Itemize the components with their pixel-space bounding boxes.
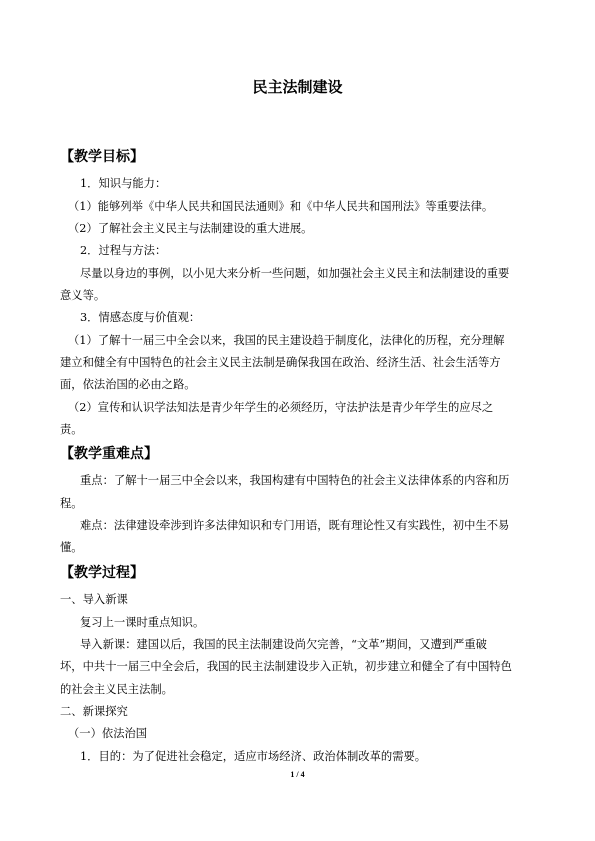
section-heading-key-points: 【教学重难点】 [60,446,158,462]
paragraph-line: 懂。 [60,541,83,554]
paragraph-line: 1．知识与能力： [80,177,167,190]
paragraph-line: 重点：了解十一届三中全会以来，我国构建有中国特色的社会主义法律体系的内容和历 [80,474,510,487]
paragraph-line: 1．目的：为了促进社会稳定，适应市场经济、政治体制改革的需要。 [80,750,427,763]
paragraph-line: （2）宣传和认识学法知法是青少年学生的必须经历，守法护法是青少年学生的应尽之 [68,401,494,414]
page-number: 1 / 4 [290,770,305,779]
paragraph-line: 复习上一课时重点知识。 [80,616,205,629]
paragraph-line: 坏，中共十一届三中全会后，我国的民主法制建设步入正轨，初步建立和健全了有中国特色 [60,660,512,673]
paragraph-line: 面，依法治国的必由之路。 [60,378,196,391]
section-heading-goals: 【教学目标】 [60,149,144,165]
paragraph-line: 2．过程与方法： [80,244,167,257]
paragraph-line: 的社会主义民主法制。 [60,683,173,696]
paragraph-line: （1）了解十一届三中全会以来，我国的民主建设趋于制度化，法律化的历程，充分理解 [68,334,505,347]
paragraph-line: （一）依法治国 [68,727,148,740]
paragraph-line: 二、新课探究 [60,705,128,718]
paragraph-line: 一、导入新课 [60,593,128,606]
paragraph-line: （2）了解社会主义民主与法制建设的重大进展。 [68,222,313,235]
paragraph-line: （1）能够列举《中华人民共和国民法通则》和《中华人民共和国刑法》等重要法律。 [68,200,494,213]
paragraph-line: 3．情感态度与价值观： [80,311,201,324]
paragraph-line: 导入新课：建国以后，我国的民主法制建设尚欠完善，“文革”期间，又遭到严重破 [80,638,487,651]
paragraph-line: 建立和健全有中国特色的社会主义民主法制是确保我国在政治、经济生活、社会生活等方 [60,356,501,369]
document-title: 民主法制建设 [252,78,343,96]
paragraph-line: 意义等。 [60,289,106,302]
paragraph-line: 尽量以身边的事例，以小见大来分析一些问题，如加强社会主义民主和法制建设的重要 [80,267,510,280]
paragraph-line: 程。 [60,497,83,510]
paragraph-line: 责。 [60,423,83,436]
section-heading-process: 【教学过程】 [60,565,144,581]
paragraph-line: 难点：法律建设牵涉到许多法律知识和专门用语，既有理论性又有实践性，初中生不易 [80,519,510,532]
